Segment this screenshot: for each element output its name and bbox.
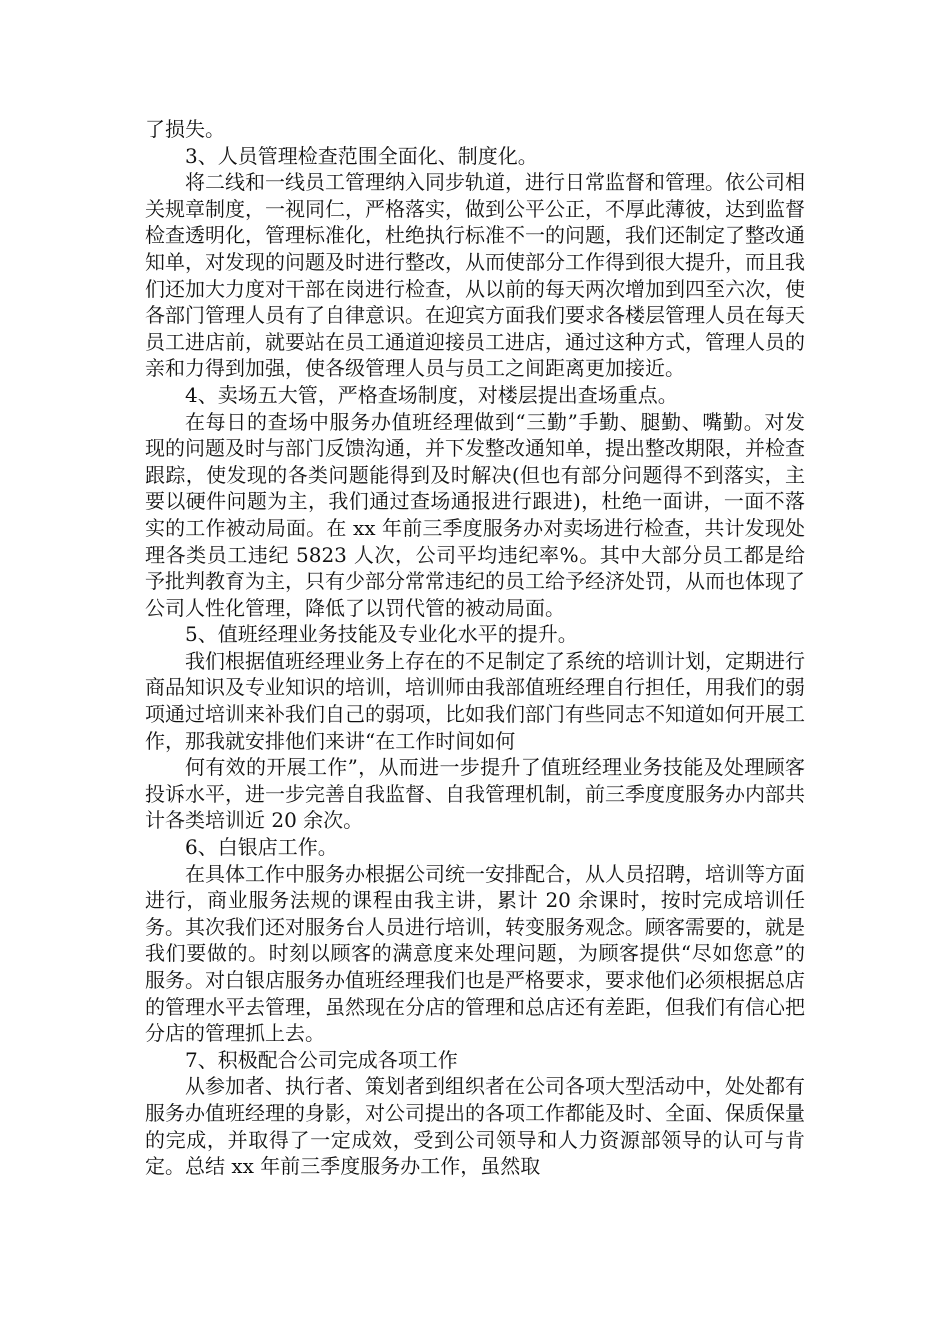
heading-baiyin-store: 6、白银店工作。 bbox=[185, 835, 338, 860]
heading-personnel-management: 3、人员管理检查范围全面化、制度化。 bbox=[185, 143, 538, 168]
paragraph-company-cooperation: 从参加者、执行者、策划者到组织者在公司各项大型活动中，处处都有服务办值班经理的身影，对公司提出的各项工作都能及时、全面、保质保量的完成，并取得了一定成效，受到公司领导和人力资源部领导的认可与肯定。总结 xx 年前三季度服务办工作，虽然取 bbox=[145, 1074, 805, 1179]
heading-company-cooperation: 7、积极配合公司完成各项工作 bbox=[185, 1047, 458, 1072]
heading-store-inspection: 4、卖场五大管，严格查场制度，对楼层提出查场重点。 bbox=[185, 382, 678, 407]
paragraph-manager-skills: 我们根据值班经理业务上存在的不足制定了系统的培训计划，定期进行商品知识及专业知识的培训，培训师由我部值班经理自行担任，用我们的弱项通过培训来补我们自己的弱项，比如我们部门有些同志不知道如何开展工作，那我就安排他们来讲“在工作时间如何 bbox=[145, 648, 805, 753]
paragraph-manager-skills-continued: 何有效的开展工作”，从而进一步提升了值班经理业务技能及处理顾客投诉水平，进一步完善自我监督、自我管理机制，前三季度度服务办内部共计各类培训近 20 余次。 bbox=[145, 755, 805, 833]
heading-manager-skills: 5、值班经理业务技能及专业化水平的提升。 bbox=[185, 622, 578, 647]
document-page bbox=[145, 116, 805, 1180]
paragraph-continuation: 了损失。 bbox=[145, 117, 225, 141]
paragraph-personnel-management: 将二线和一线员工管理纳入同步轨道，进行日常监督和管理。依公司相关规章制度，一视同仁，严格落实，做到公平公正，不厚此薄彼，达到监督检查透明化，管理标准化，杜绝执行标准不一的问题，我们还制定了整改通知单，对发现的问题及时进行整改，从而使部分工作得到很大提升，而且我们还加大力度对干部在岗进行检查，从以前的每天两次增加到四至六次，使各部门管理人员有了自律意识。在迎宾方面我们要求各楼层管理人员在每天员工进店前，就要站在员工通道迎接员工进店，通过这种方式，管理人员的亲和力得到加强，使各级管理人员与员工之间距离更加接近。 bbox=[145, 170, 805, 381]
paragraph-store-inspection: 在每日的查场中服务办值班经理做到“三勤”手勤、腿勤、嘴勤。对发现的问题及时与部门反馈沟通，并下发整改通知单，提出整改期限，并检查跟踪，使发现的各类问题能得到及时解决(但也有部分问题得不到落实，主要以硬件问题为主，我们通过查场通报进行跟进)，杜绝一面讲，一面不落实的工作被动局面。在 xx 年前三季度服务办对卖场进行检查，共计发现处理各类员工违纪 5823 人次，公司平均违纪率%。其中大部分员工都是给予批判教育为主，只有少部分常常违纪的员工给予经济处罚，从而也体现了公司人性化管理，降低了以罚代管的被动局面。 bbox=[145, 409, 805, 620]
paragraph-baiyin-store: 在具体工作中服务办根据公司统一安排配合，从人员招聘，培训等方面进行，商业服务法规的课程由我主讲，累计 20 余课时，按时完成培训任务。其次我们还对服务台人员进行培训，转变服务观念。顾客需要的，就是我们要做的。时刻以顾客的满意度来处理问题，为顾客提供“尽如您意”的服务。对白银店服务办值班经理我们也是严格要求，要求他们必须根据总店的管理水平去管理，虽然现在分店的管理和总店还有差距，但我们有信心把分店的管理抓上去。 bbox=[145, 861, 805, 1046]
